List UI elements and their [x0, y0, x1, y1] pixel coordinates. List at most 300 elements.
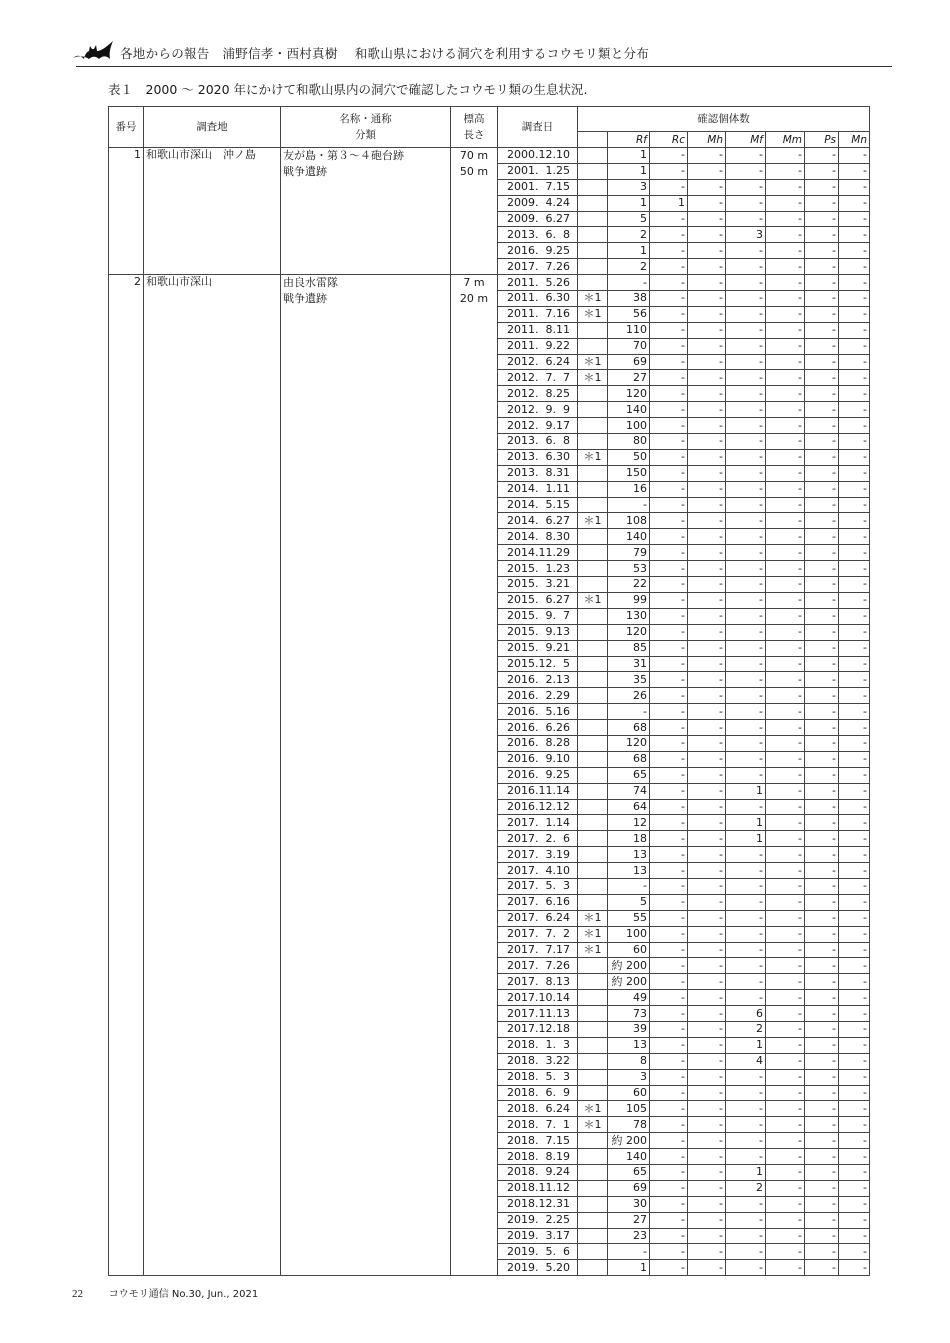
- count-mn: -: [839, 1053, 870, 1069]
- count-mn: -: [839, 1180, 870, 1196]
- survey-date: 2017. 5. 3: [498, 878, 578, 894]
- count-ps: -: [805, 291, 839, 307]
- header-location: 調査地: [144, 107, 281, 148]
- count-ps: -: [805, 1196, 839, 1212]
- count-mh: -: [688, 386, 726, 402]
- note-mark: [578, 720, 608, 736]
- count-mn: -: [839, 878, 870, 894]
- note-mark: [578, 958, 608, 974]
- count-mf: -: [726, 672, 766, 688]
- count-rc: -: [650, 688, 688, 704]
- count-ps: -: [805, 577, 839, 593]
- count-mh: -: [688, 306, 726, 322]
- note-mark: [578, 561, 608, 577]
- survey-date: 2018.11.12: [498, 1180, 578, 1196]
- count-mh: -: [688, 688, 726, 704]
- site-name: 友が島・第３～４砲台跡: [283, 149, 404, 162]
- header-mark: [578, 132, 608, 148]
- count-mm: -: [766, 735, 805, 751]
- note-mark: [578, 1069, 608, 1085]
- note-mark: [578, 688, 608, 704]
- count-mh: -: [688, 720, 726, 736]
- count-ps: -: [805, 910, 839, 926]
- count-mm: -: [766, 688, 805, 704]
- count-mn: -: [839, 227, 870, 243]
- count-mm: -: [766, 148, 805, 164]
- count-mf: -: [726, 958, 766, 974]
- count-mm: -: [766, 751, 805, 767]
- count-mf: -: [726, 1228, 766, 1244]
- count-ps: -: [805, 465, 839, 481]
- count-mh: -: [688, 497, 726, 513]
- count-rc: -: [650, 386, 688, 402]
- count-rc: -: [650, 1133, 688, 1149]
- count-ps: -: [805, 1212, 839, 1228]
- count-ps: -: [805, 688, 839, 704]
- count-mh: -: [688, 863, 726, 879]
- count-ps: -: [805, 942, 839, 958]
- count-rf: 68: [608, 751, 650, 767]
- note-mark: [578, 465, 608, 481]
- site-location-value: 和歌山市深山 沖ノ島: [146, 148, 256, 161]
- count-ps: -: [805, 815, 839, 831]
- note-mark: [578, 735, 608, 751]
- note-mark: [578, 1244, 608, 1260]
- count-mh: -: [688, 672, 726, 688]
- survey-date: 2018. 1. 3: [498, 1037, 578, 1053]
- count-ps: -: [805, 1260, 839, 1276]
- note-mark: ＊1: [578, 449, 608, 465]
- count-rc: -: [650, 1196, 688, 1212]
- count-ps: -: [805, 1021, 839, 1037]
- note-mark: [578, 1133, 608, 1149]
- note-mark: [578, 1037, 608, 1053]
- note-mark: [578, 640, 608, 656]
- count-ps: -: [805, 1149, 839, 1165]
- journal-info: コウモリ通信 No.30, Jun., 2021: [108, 1289, 259, 1300]
- count-mh: -: [688, 148, 726, 164]
- count-ps: -: [805, 545, 839, 561]
- count-mn: -: [839, 370, 870, 386]
- count-rf: 39: [608, 1021, 650, 1037]
- count-mf: -: [726, 1212, 766, 1228]
- count-mf: 3: [726, 227, 766, 243]
- count-rf: 23: [608, 1228, 650, 1244]
- count-mm: -: [766, 275, 805, 291]
- count-mn: -: [839, 179, 870, 195]
- count-ps: -: [805, 513, 839, 529]
- count-mm: -: [766, 1149, 805, 1165]
- count-mf: -: [726, 847, 766, 863]
- count-mm: -: [766, 1085, 805, 1101]
- count-rc: -: [650, 497, 688, 513]
- count-rf: 110: [608, 322, 650, 338]
- count-rc: -: [650, 529, 688, 545]
- survey-date: 2018. 7. 1: [498, 1117, 578, 1133]
- survey-date: 2017. 1.14: [498, 815, 578, 831]
- count-rf: 65: [608, 767, 650, 783]
- site-name: 由良水雷隊: [283, 276, 338, 290]
- count-mh: -: [688, 990, 726, 1006]
- count-mf: -: [726, 370, 766, 386]
- count-rf: 85: [608, 640, 650, 656]
- count-rc: -: [650, 910, 688, 926]
- table-caption: 表１ 2000 ～ 2020 年にかけて和歌山県内の洞穴で確認したコウモリ類の生息状況.: [108, 82, 588, 97]
- count-mm: -: [766, 481, 805, 497]
- note-mark: [578, 434, 608, 450]
- count-rf: 13: [608, 1037, 650, 1053]
- survey-date: 2014. 8.30: [498, 529, 578, 545]
- count-ps: -: [805, 640, 839, 656]
- count-ps: -: [805, 847, 839, 863]
- count-mh: -: [688, 1260, 726, 1276]
- count-mh: -: [688, 211, 726, 227]
- page-number: 22: [72, 1288, 83, 1300]
- header-title: 和歌山県における洞穴を利用するコウモリ類と分布: [354, 46, 650, 61]
- count-mm: -: [766, 211, 805, 227]
- header-count: 確認個体数: [578, 107, 870, 132]
- header-species-rc: Rc: [650, 132, 688, 148]
- count-mm: -: [766, 418, 805, 434]
- count-rf: 68: [608, 720, 650, 736]
- count-rc: -: [650, 402, 688, 418]
- count-mn: -: [839, 465, 870, 481]
- count-mf: -: [726, 1133, 766, 1149]
- count-rc: -: [650, 672, 688, 688]
- count-mh: -: [688, 545, 726, 561]
- count-mf: -: [726, 465, 766, 481]
- count-mf: -: [726, 354, 766, 370]
- count-mf: -: [726, 767, 766, 783]
- count-mh: -: [688, 1069, 726, 1085]
- count-rf: 27: [608, 370, 650, 386]
- survey-date: 2013. 6.30: [498, 449, 578, 465]
- count-mh: -: [688, 338, 726, 354]
- survey-date: 2011. 9.22: [498, 338, 578, 354]
- count-rc: -: [650, 720, 688, 736]
- count-ps: -: [805, 672, 839, 688]
- count-rf: 35: [608, 672, 650, 688]
- count-mn: -: [839, 1244, 870, 1260]
- count-mm: -: [766, 1133, 805, 1149]
- count-mn: -: [839, 1006, 870, 1022]
- count-mm: -: [766, 370, 805, 386]
- count-rc: -: [650, 767, 688, 783]
- count-ps: -: [805, 402, 839, 418]
- count-mn: -: [839, 561, 870, 577]
- note-mark: [578, 338, 608, 354]
- survey-date: 2011. 8.11: [498, 322, 578, 338]
- count-mh: -: [688, 322, 726, 338]
- count-mn: -: [839, 1101, 870, 1117]
- count-rf: 1: [608, 148, 650, 164]
- count-mh: -: [688, 259, 726, 275]
- site-number: [109, 148, 144, 275]
- survey-date: 2017. 7.26: [498, 259, 578, 275]
- header-text: [120, 44, 649, 62]
- count-mn: -: [839, 958, 870, 974]
- header-species-mh: Mh: [688, 132, 726, 148]
- count-rc: -: [650, 1260, 688, 1276]
- note-mark: [578, 878, 608, 894]
- survey-date: 2012. 6.24: [498, 354, 578, 370]
- count-rc: -: [650, 751, 688, 767]
- count-rc: -: [650, 704, 688, 720]
- count-mh: -: [688, 1006, 726, 1022]
- count-rf: 64: [608, 799, 650, 815]
- survey-date: 2018. 8.19: [498, 1149, 578, 1165]
- survey-date: 2017. 7.26: [498, 958, 578, 974]
- count-mm: -: [766, 894, 805, 910]
- count-rf: 99: [608, 592, 650, 608]
- count-mh: -: [688, 1228, 726, 1244]
- survey-date: 2017. 4.10: [498, 863, 578, 879]
- count-ps: -: [805, 974, 839, 990]
- count-mn: -: [839, 1085, 870, 1101]
- count-ps: -: [805, 163, 839, 179]
- count-mh: -: [688, 1180, 726, 1196]
- count-mm: -: [766, 179, 805, 195]
- count-rf: -: [608, 497, 650, 513]
- header-species-ps: Ps: [805, 132, 839, 148]
- count-ps: -: [805, 1069, 839, 1085]
- count-mn: -: [839, 1133, 870, 1149]
- count-mf: -: [726, 704, 766, 720]
- survey-date: 2017.11.13: [498, 1006, 578, 1022]
- count-mm: -: [766, 306, 805, 322]
- count-mn: -: [839, 608, 870, 624]
- count-mf: -: [726, 195, 766, 211]
- count-mn: -: [839, 990, 870, 1006]
- count-mh: -: [688, 577, 726, 593]
- count-mm: -: [766, 863, 805, 879]
- count-mf: -: [726, 179, 766, 195]
- count-rc: -: [650, 291, 688, 307]
- count-ps: -: [805, 735, 839, 751]
- count-ps: -: [805, 592, 839, 608]
- count-mm: -: [766, 831, 805, 847]
- count-mf: -: [726, 577, 766, 593]
- note-mark: [578, 418, 608, 434]
- count-mf: -: [726, 863, 766, 879]
- site-length: 50 m: [459, 165, 489, 178]
- count-rf: 78: [608, 1117, 650, 1133]
- survey-date: 2017.10.14: [498, 990, 578, 1006]
- count-mm: -: [766, 672, 805, 688]
- count-mf: -: [726, 306, 766, 322]
- count-rc: -: [650, 863, 688, 879]
- count-mf: -: [726, 1117, 766, 1133]
- count-mf: -: [726, 418, 766, 434]
- count-mn: -: [839, 449, 870, 465]
- survey-date: 2012. 7. 7: [498, 370, 578, 386]
- note-mark: [578, 608, 608, 624]
- count-ps: -: [805, 529, 839, 545]
- survey-date: 2016. 9.25: [498, 767, 578, 783]
- count-mh: -: [688, 958, 726, 974]
- count-rf: 約 200: [608, 974, 650, 990]
- note-mark: ＊1: [578, 1101, 608, 1117]
- count-mf: 2: [726, 1180, 766, 1196]
- count-mh: -: [688, 465, 726, 481]
- count-ps: -: [805, 624, 839, 640]
- count-mm: -: [766, 815, 805, 831]
- count-ps: -: [805, 767, 839, 783]
- count-mh: -: [688, 1133, 726, 1149]
- count-ps: -: [805, 1101, 839, 1117]
- count-mh: -: [688, 370, 726, 386]
- count-mn: -: [839, 1069, 870, 1085]
- site-location-value: 和歌山市深山: [146, 275, 212, 289]
- count-ps: -: [805, 990, 839, 1006]
- count-mm: -: [766, 259, 805, 275]
- survey-date: 2016. 5.16: [498, 704, 578, 720]
- count-mh: -: [688, 243, 726, 259]
- count-rc: -: [650, 1244, 688, 1260]
- count-mf: 6: [726, 1006, 766, 1022]
- count-rc: -: [650, 1021, 688, 1037]
- count-mm: -: [766, 354, 805, 370]
- count-mf: 1: [726, 815, 766, 831]
- count-mm: -: [766, 910, 805, 926]
- count-mh: -: [688, 1021, 726, 1037]
- count-ps: -: [805, 434, 839, 450]
- count-rc: -: [650, 354, 688, 370]
- count-mf: -: [726, 561, 766, 577]
- count-ps: -: [805, 386, 839, 402]
- count-ps: -: [805, 275, 839, 291]
- count-mn: -: [839, 1212, 870, 1228]
- count-rc: -: [650, 322, 688, 338]
- count-mh: -: [688, 894, 726, 910]
- count-rc: -: [650, 465, 688, 481]
- count-rf: 5: [608, 894, 650, 910]
- count-mf: -: [726, 434, 766, 450]
- count-mm: -: [766, 720, 805, 736]
- count-ps: -: [805, 704, 839, 720]
- note-mark: [578, 847, 608, 863]
- count-mh: -: [688, 910, 726, 926]
- count-mh: -: [688, 1244, 726, 1260]
- count-mh: -: [688, 1101, 726, 1117]
- count-mm: -: [766, 1069, 805, 1085]
- count-rc: -: [650, 1037, 688, 1053]
- survey-date: 2015. 1.23: [498, 561, 578, 577]
- count-rf: 1: [608, 163, 650, 179]
- count-rf: 70: [608, 338, 650, 354]
- survey-date: 2013. 8.31: [498, 465, 578, 481]
- survey-date: 2001. 7.15: [498, 179, 578, 195]
- count-rf: -: [608, 275, 650, 291]
- count-rf: 約 200: [608, 1133, 650, 1149]
- count-mh: -: [688, 275, 726, 291]
- count-mn: -: [839, 640, 870, 656]
- count-mf: -: [726, 513, 766, 529]
- count-ps: -: [805, 831, 839, 847]
- count-mm: -: [766, 513, 805, 529]
- note-mark: [578, 624, 608, 640]
- count-mf: -: [726, 1196, 766, 1212]
- survey-date: 2012. 9.17: [498, 418, 578, 434]
- count-rf: 1: [608, 1260, 650, 1276]
- count-ps: -: [805, 211, 839, 227]
- count-mf: -: [726, 497, 766, 513]
- count-rc: -: [650, 1006, 688, 1022]
- survey-date: 2013. 6. 8: [498, 227, 578, 243]
- count-mf: -: [726, 990, 766, 1006]
- count-rc: -: [650, 577, 688, 593]
- site-elevation-cell: [451, 275, 498, 1276]
- note-mark: ＊1: [578, 910, 608, 926]
- count-mh: -: [688, 656, 726, 672]
- count-mf: -: [726, 386, 766, 402]
- count-mh: -: [688, 434, 726, 450]
- count-mm: -: [766, 1037, 805, 1053]
- count-mf: -: [726, 735, 766, 751]
- count-mh: -: [688, 926, 726, 942]
- count-rc: -: [650, 227, 688, 243]
- count-rf: 69: [608, 1180, 650, 1196]
- survey-date: 2016.12.12: [498, 799, 578, 815]
- count-rf: 13: [608, 863, 650, 879]
- count-ps: -: [805, 306, 839, 322]
- survey-date: 2014. 5.15: [498, 497, 578, 513]
- count-ps: -: [805, 227, 839, 243]
- note-mark: [578, 1085, 608, 1101]
- count-rc: -: [650, 1085, 688, 1101]
- count-mf: -: [726, 481, 766, 497]
- count-rc: -: [650, 831, 688, 847]
- count-ps: -: [805, 751, 839, 767]
- count-mn: -: [839, 910, 870, 926]
- count-rc: -: [650, 656, 688, 672]
- note-mark: [578, 990, 608, 1006]
- survey-date: 2014. 6.27: [498, 513, 578, 529]
- note-mark: [578, 1165, 608, 1181]
- count-rf: 150: [608, 465, 650, 481]
- count-rf: 79: [608, 545, 650, 561]
- count-ps: -: [805, 1037, 839, 1053]
- count-mh: -: [688, 735, 726, 751]
- site-number: [109, 275, 144, 1276]
- count-rf: 12: [608, 815, 650, 831]
- survey-date: 2016.11.14: [498, 783, 578, 799]
- count-mm: -: [766, 704, 805, 720]
- count-mm: -: [766, 577, 805, 593]
- note-mark: [578, 751, 608, 767]
- note-mark: ＊1: [578, 354, 608, 370]
- count-mm: -: [766, 291, 805, 307]
- note-mark: [578, 545, 608, 561]
- note-mark: ＊1: [578, 306, 608, 322]
- count-mf: -: [726, 211, 766, 227]
- table-row: [109, 275, 870, 291]
- count-rc: -: [650, 878, 688, 894]
- count-mf: -: [726, 624, 766, 640]
- count-rf: 120: [608, 386, 650, 402]
- count-rc: -: [650, 1212, 688, 1228]
- note-mark: ＊1: [578, 926, 608, 942]
- count-rf: 38: [608, 291, 650, 307]
- survey-date: 2019. 5. 6: [498, 1244, 578, 1260]
- header-elevation: [451, 107, 498, 148]
- count-mf: 4: [726, 1053, 766, 1069]
- site-name-cell: [281, 275, 451, 1276]
- count-mn: -: [839, 211, 870, 227]
- count-rc: -: [650, 306, 688, 322]
- note-mark: [578, 974, 608, 990]
- count-mm: -: [766, 386, 805, 402]
